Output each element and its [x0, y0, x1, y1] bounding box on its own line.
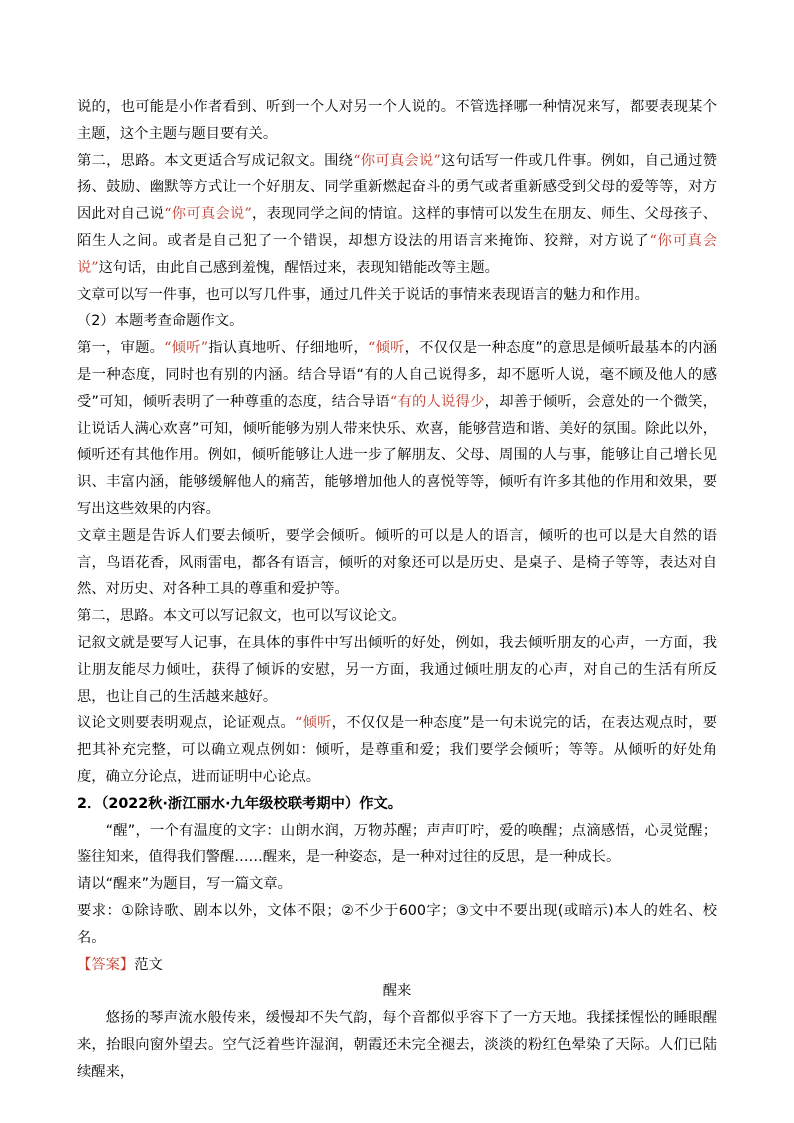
paragraph-p7 [77, 603, 717, 630]
paragraph-p3 [77, 282, 717, 309]
answer-tag: 【答案】 [77, 956, 135, 973]
text-run: 记叙文就是要写人记事，在具体的事件中写出倾听的好处，例如，我去倾听朋友的心声，一方面，我让朋友能尽力倾吐，获得了倾诉的安慰，另一方面，我通过倾吐朋友的心声，对自己的生活有所反思，也让自己的生活越来越好。 [77, 634, 717, 705]
text-run: 文章主题是告诉人们要去倾听，要学会倾听。倾听的可以是人的语言，倾听的也可以是大自然的语言，鸟语花香，风雨雷电，都各有语言，倾听的对象还可以是历史、是桌子、是椅子等等，表达对自然、对历史、对各种工具的尊重和爱护等。 [77, 527, 717, 598]
text-run: 范文 [134, 956, 163, 973]
text-run: 第二，思路。本文可以写记叙文，也可以写议论文。 [77, 608, 406, 625]
text-run: 悠扬的琴声流水般传来，缓慢却不失气韵，每个音都似乎容下了一方天地。我揉揉惺忪的睡眼醒来，抬眼向窗外望去。空气泛着些许湿润，朝霞还未完全褪去，淡淡的粉红色晕染了天际。人们已陆续醒来， [77, 1010, 717, 1080]
text-run: 2．（2022秋·浙江丽水·九年级校联考期中）作文。 [77, 795, 403, 812]
paragraph-p2 [77, 148, 717, 282]
paragraph-p11 [77, 818, 717, 872]
text-run: ，表现同学之间的情谊。这样的事情可以发生在朋友、师生、父母孩子、陌生人之间。或者是自己犯了一个错误，却想方设法的用语言来掩饰、狡辩，对方说了 [77, 206, 718, 249]
text-run: 醒来 [382, 983, 412, 1000]
text-run: ，不仅仅是一种态度”是一句未说完的话，在表达观点时，要把其补充完整，可以确立观点例如：倾听，是尊重和爱；我们要学会倾听；等等。从倾听的好处角度，确立分论点，进而证明中心论点。 [77, 715, 718, 785]
text-run: ，不仅仅是一种态度”的意思是倾听最基本的内涵是一种态度，同时也有别的内涵。结合导语“有的人自己说得多，却不愿听人说，毫不顾及他人的感受”可知，倾听表明了一种尊重的态度，结合导语 [77, 340, 718, 410]
paragraph-p9 [77, 710, 717, 790]
text-run: 请以“醒来”为题目，写一篇文章。 [77, 876, 292, 893]
paragraph-p10 [77, 791, 717, 818]
essay-title [77, 978, 717, 1005]
text-run: 说的，也可能是小作者看到、听到一个人对另一个人说的。不管选择哪一种情况来写，都要表现某个主题，这个主题与题目要有关。 [77, 99, 717, 142]
paragraph-p6 [77, 523, 717, 603]
text-run: 指认真地听、仔细地听， [208, 340, 369, 357]
text-run: ，却善于倾听，会意处的一个微笑，让说话人满心欢喜”可知，倾听能够为别人带来快乐、欢喜，能够营造和谐、美好的氛围。除此以外，倾听还有其他作用。例如，倾听能够让人进一步了解朋友、父母、周围的人与事，能够让自己增长见识、丰富内涵，能够缓解他人的痛苦，能够增加他人的喜悦等等，倾听有许多其他的作用和效果，要写出这些效果的内容。 [77, 393, 718, 517]
text-run: 这句话写一件或几件事。例如，自己通过赞扬、鼓励、幽默等方式让一个好朋友、同学重新燃起奋斗的勇气或者重新感受到父母的爱等等，对方因此对自己说 [77, 152, 718, 223]
paragraph-p13 [77, 898, 717, 952]
paragraph-p4 [77, 308, 717, 335]
document-body [77, 94, 717, 1085]
text-run: “醒”，一个有温度的文字：山朗水润，万物苏醒；声声叮咛，爱的唤醒；点滴感悟，心灵觉醒；鉴往知来，值得我们警醒……醒来，是一种姿态，是一种对过往的反思，是一种成长。 [77, 822, 717, 866]
text-run: 议论文则要表明观点，论证观点。 [77, 715, 296, 732]
highlight-quote: “倾听 [295, 715, 332, 732]
highlight-quote: “你可真会说” [77, 232, 718, 276]
text-run: 这句话，由此自己感到羞愧，醒悟过来，表现知错能改等主题。 [98, 259, 499, 276]
text-run: 第二，思路。本文更适合写成记叙文。围绕 [77, 152, 354, 169]
highlight-quote: “你可真会说” [353, 152, 441, 169]
text-run: 文章可以写一件事，也可以写几件事，通过几件关于说话的事情来表现语言的魅力和作用。 [77, 286, 649, 303]
text-run: 要求：①除诗歌、剧本以外，文体不限；②不少于600字；③文中不要出现(或暗示)本人的姓名、校名。 [77, 902, 717, 946]
paragraph-p16 [77, 1005, 717, 1085]
highlight-quote: “有的人说得少 [389, 393, 485, 410]
paragraph-p1 [77, 94, 717, 148]
highlight-quote: “你可真会说” [164, 206, 252, 223]
paragraph-p12 [77, 871, 717, 898]
paragraph-p14 [77, 952, 717, 979]
text-run: （2）本题考查命题作文。 [77, 313, 244, 330]
text-run: 第一，审题。 [77, 340, 165, 357]
highlight-quote: “倾听 [368, 340, 405, 357]
highlight-quote: “倾听” [164, 340, 209, 357]
paragraph-p5 [77, 335, 717, 523]
paragraph-p8 [77, 630, 717, 710]
